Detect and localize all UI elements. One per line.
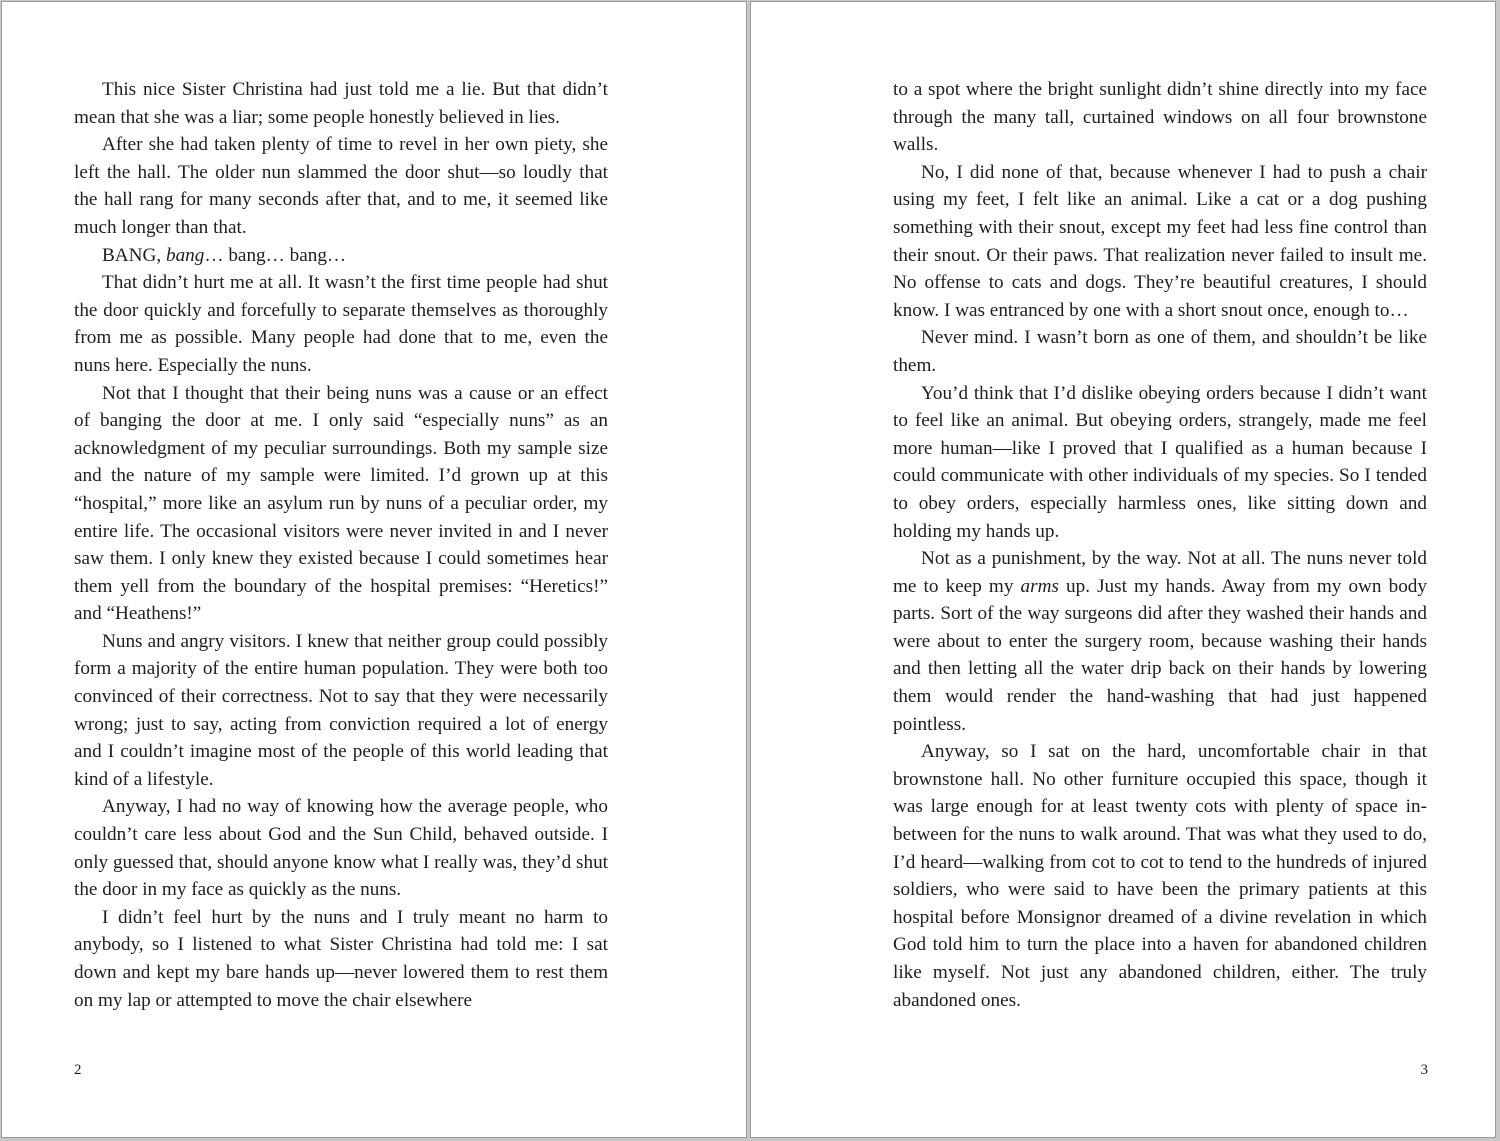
paragraph: You’d think that I’d dislike obeying orders because I didn’t want to feel like an animal. But obeying orders, strangely, made me feel more human—like I proved that I qualified as a human because I could communicate with other individuals of my species. So I tended to obey orders, especially harmless ones, like sitting down and holding my hands up.	[893, 382, 1427, 542]
paragraph: No, I did none of that, because whenever I had to push a chair using my feet, I felt like an animal. Like a cat or a dog pushing something with their snout, except my feet had less fine control than their snout. Or their paws. That realization never failed to insult me. No offense to cats and dogs. They’re beautiful creatures, I should know. I was entranced by one with a short snout once, enough to…	[893, 161, 1427, 321]
paragraph: Anyway, I had no way of knowing how the average people, who couldn’t care less about God and the Sun Child, behaved outside. I only guessed that, should anyone know what I really was, they’d shut the door in my face as quickly as the nuns.	[74, 796, 608, 901]
paragraph: Anyway, so I sat on the hard, uncomfortable chair in that brownstone hall. No other furniture occupied this space, though it was large enough for at least twenty cots with plenty of space in-between for the nuns to walk around. That was what they used to do, I’d heard—walking from cot to cot to tend to the hundreds of injured soldiers, who were said to have been the primary patients at this hospital before Monsignor dreamed of a divine revelation in which God told him to turn the place into a haven for abandoned children like myself. Not just any abandoned children, either. The truly abandoned ones.	[893, 741, 1427, 1011]
paragraph-text: Not as a punishment, by the way. Not at all. The nuns never told me to keep my	[893, 548, 1427, 597]
paragraph: I didn’t feel hurt by the nuns and I truly meant no harm to anybody, so I listened to what Sister Christina had told me: I sat down and kept my bare hands up—never lowered them to rest them on my lap or attempted to move the chair elsewhere	[74, 906, 608, 1011]
paragraph-continuation: to a spot where the bright sunlight didn’t shine directly into my face through the many tall, curtained windows on all four brownstone walls.	[893, 79, 1427, 156]
page-number: 3	[1420, 1062, 1428, 1078]
emphasis-text: bang	[165, 244, 205, 266]
paragraph	[893, 545, 1427, 738]
paragraph: After she had taken plenty of time to revel in her own piety, she left the hall. The older nun slammed the door shut—so loudly that the hall rang for many seconds after that, and to me, it seemed like much longer than that.	[74, 134, 608, 238]
paragraph-text: … bang… bang…	[204, 244, 347, 266]
paragraph: Never mind. I wasn’t born as one of them, and shouldn’t be like them.	[893, 327, 1427, 376]
paragraph-text: up. Just my hands. Away from my own body parts. Sort of the way surgeons did after they washed their hands and were about to enter the surgery room, because washing their hands and then letting all the water drip back on their hands by lowering them would render the hand-washing that had just happened pointless.	[893, 575, 1427, 735]
paragraph: This nice Sister Christina had just told me a lie. But that didn’t mean that she was a liar; some people honestly believed in lies.	[74, 79, 608, 128]
page-number: 2	[74, 1062, 82, 1078]
right-page	[750, 1, 1496, 1138]
emphasis-text: arms	[1020, 575, 1059, 597]
left-page	[1, 1, 747, 1138]
right-page-text	[893, 76, 1427, 1014]
paragraph: Not that I thought that their being nuns was a cause or an effect of banging the door at me. I only said “especially nuns” as an acknowledgment of my peculiar surroundings. Both my sample size and the nature of my sample were limited. I’d grown up at this “hospital,” more like an asylum run by nuns of a peculiar order, my entire life. The occasional visitors were never invited in and I never saw them. I only knew they existed because I could sometimes hear them yell from the boundary of the hospital premises: “Heretics!” and “Heathens!”	[74, 382, 608, 625]
paragraph: That didn’t hurt me at all. It wasn’t the first time people had shut the door quickly and forcefully to separate themselves as thoroughly from me as possible. Many people had done that to me, even the nuns here. Especially the nuns.	[74, 272, 608, 376]
paragraph	[74, 242, 608, 270]
paragraph-text: BANG,	[102, 244, 166, 266]
paragraph: Nuns and angry visitors. I knew that neither group could possibly form a majority of the entire human population. They were both too convinced of their correctness. Not to say that they were necessarily wrong; just to say, acting from conviction required a lot of energy and I couldn’t imagine most of the people of this world leading that kind of a lifestyle.	[74, 630, 608, 790]
left-page-text	[74, 76, 608, 1014]
